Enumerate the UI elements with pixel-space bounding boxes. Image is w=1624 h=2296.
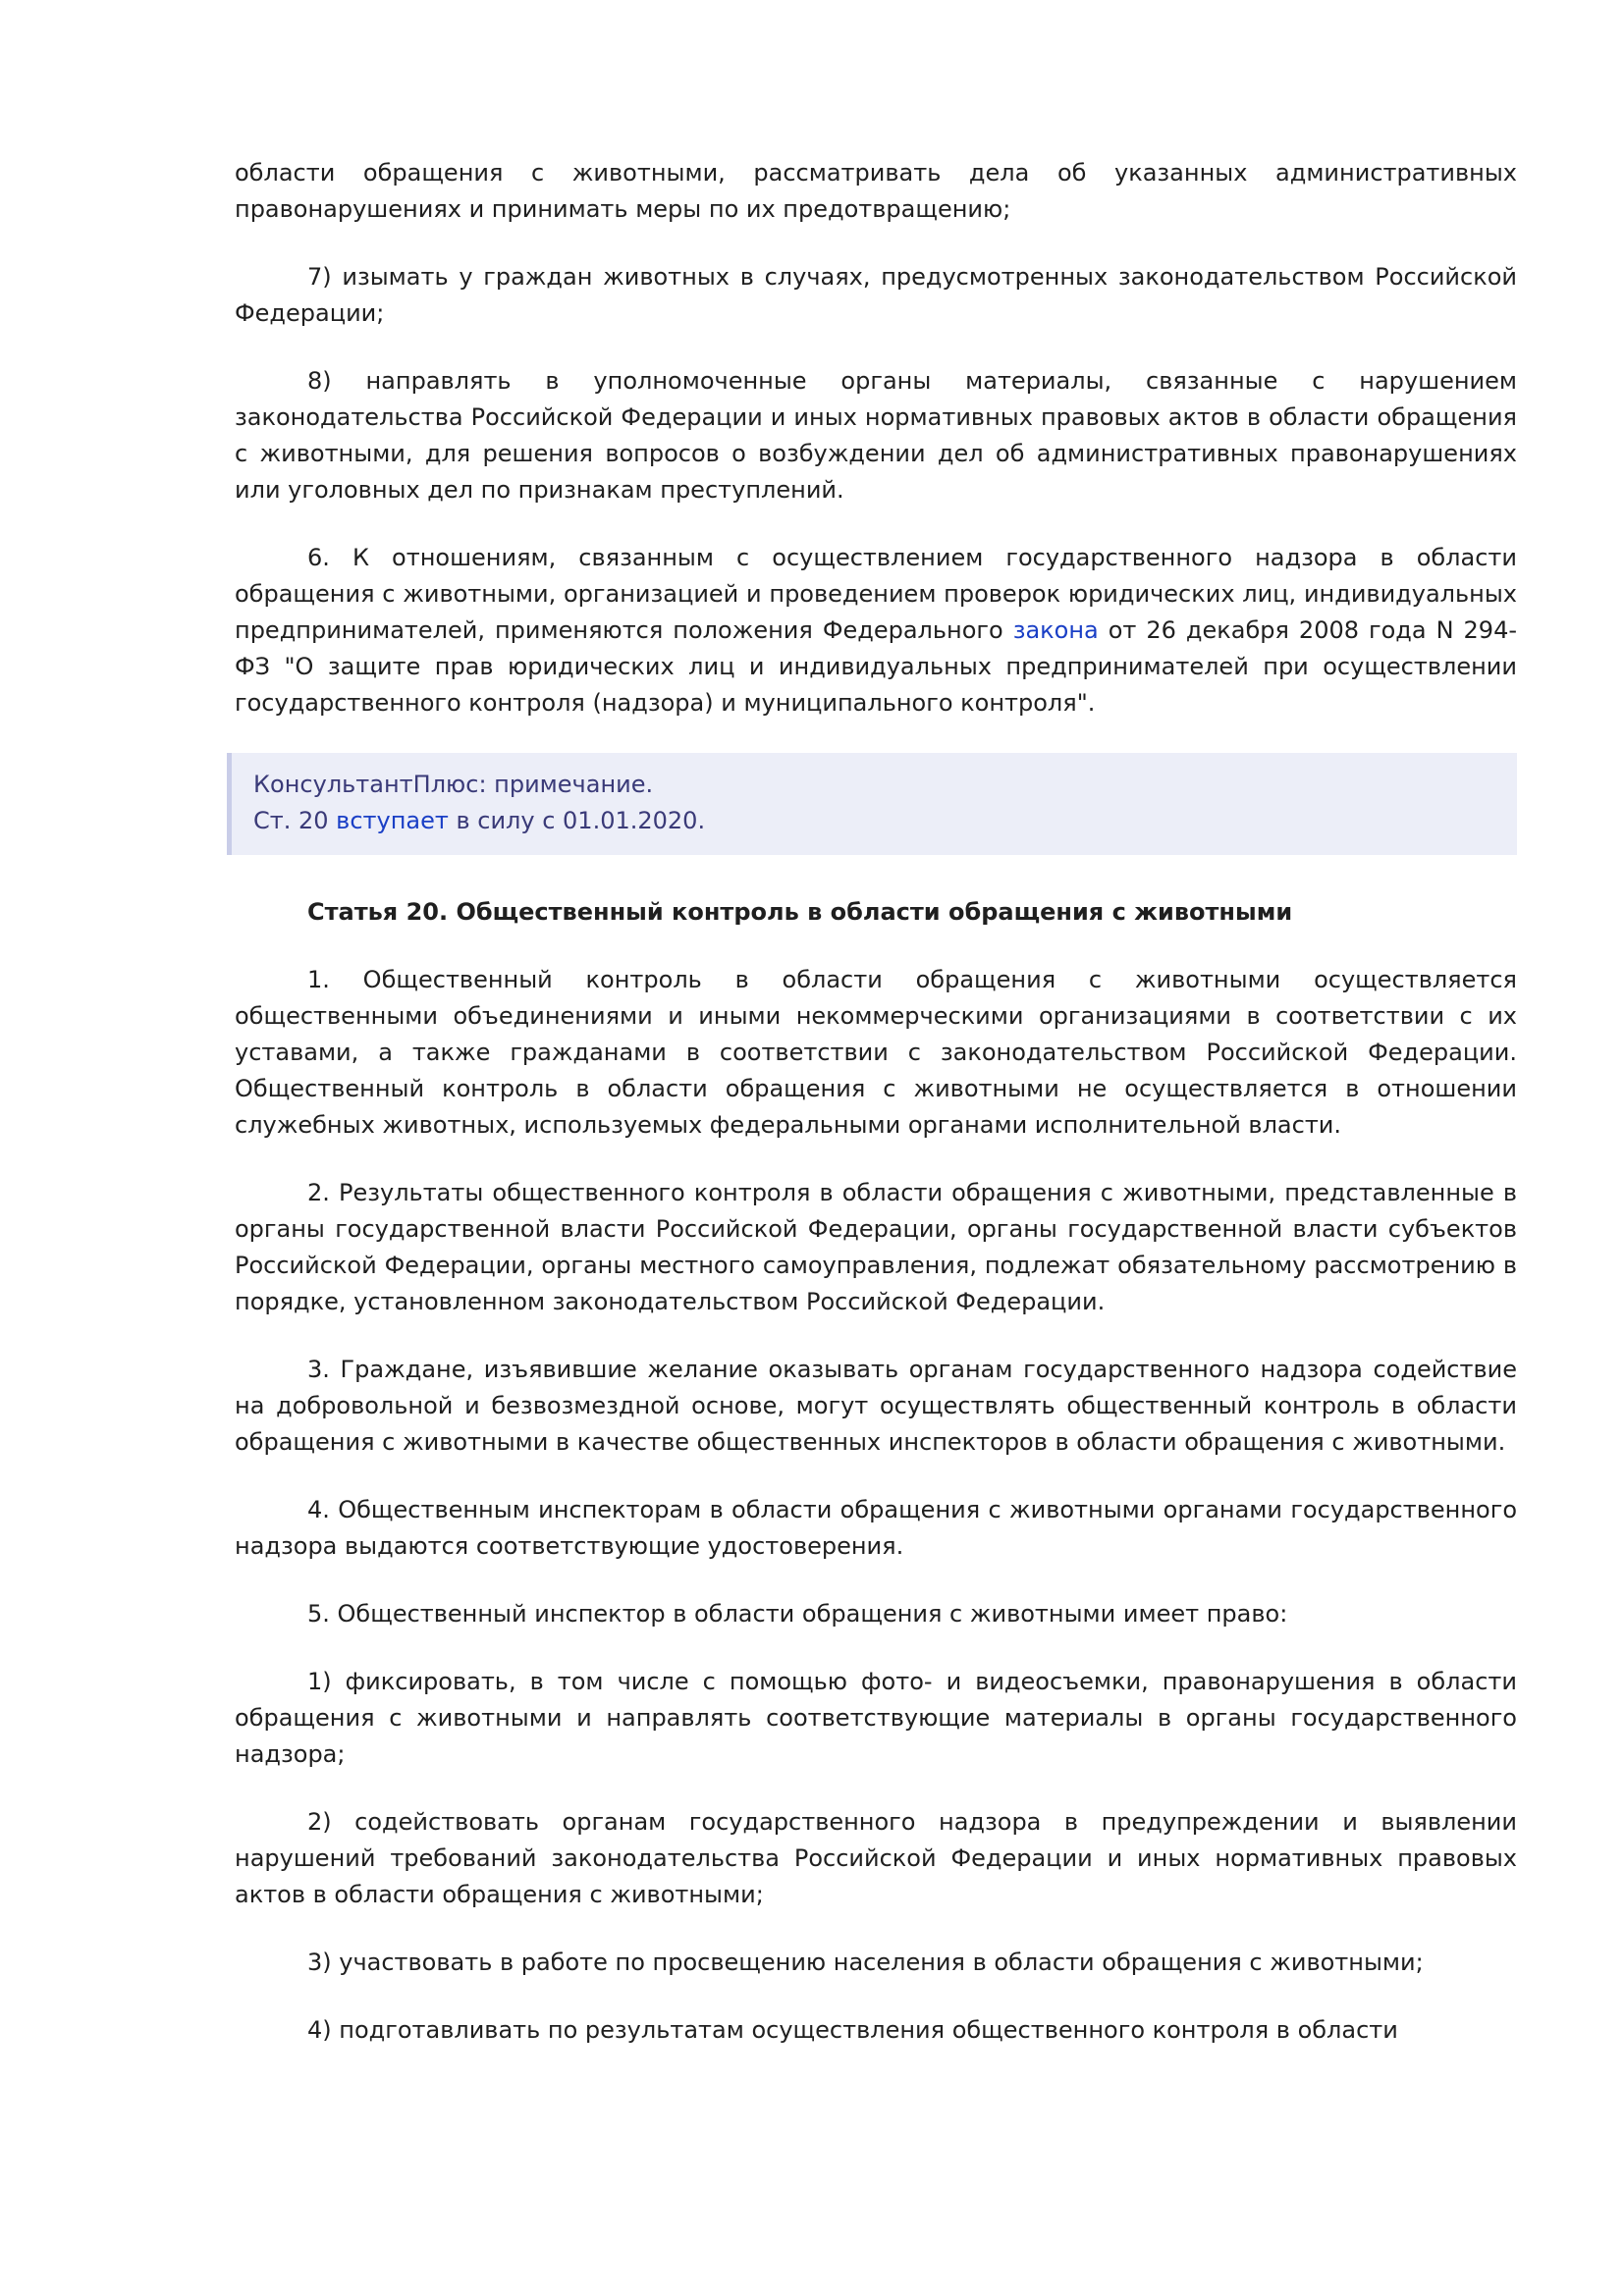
note-text-before: Ст. 20 [253,807,337,834]
article-paragraph-2: 2. Результаты общественного контроля в области обращения с животными, представленные в органы государственной власти Российской Федерации, органы государственной власти субъектов Российской Федерации, органы местного самоуправления, подлежат обязательному рассмотрению в порядке, установленном законодательством Российской Федерации. [235,1179,1517,1315]
article-subitem-4: 4) подготавливать по результатам осуществления общественного контроля в области [307,2016,1398,2044]
item6-text-after: от 26 декабря 2008 года N 294-ФЗ "О защите прав юридических лиц и индивидуальных предпринимателей при осуществлении государственного контроля (надзора) и муниципального контроля". [235,616,1518,717]
article-heading: Статья 20. Общественный контроль в области обращения с животными [307,898,1293,926]
consultant-note [227,753,1517,855]
law-link[interactable]: закона [1012,616,1099,644]
article-paragraph-4: 4. Общественным инспекторам в области обращения с животными органами государственного надзора выдаются соответствующие удостоверения. [235,1496,1517,1560]
item6-text-before: 6. К отношениям, связанным с осуществлением государственного надзора в области обращения с животными, организацией и проведением проверок юридических лиц, индивидуальных предпринимателей, применяются положения Федерального [235,544,1517,644]
paragraph-item-7: 7) изымать у граждан животных в случаях, предусмотренных законодательством Российской Федерации; [235,263,1517,327]
paragraph-item-6 [235,540,1517,721]
article-paragraph-5: 5. Общественный инспектор в области обращения с животными имеет право: [307,1600,1288,1628]
note-title: КонсультантПлюс: примечание. [253,771,654,798]
paragraph-continuation: области обращения с животными, рассматривать дела об указанных административных правонарушениях и принимать меры по их предотвращению; [235,159,1517,223]
article-subitem-1: 1) фиксировать, в том числе с помощью фото- и видеосъемки, правонарушения в области обращения с животными и направлять соответствующие материалы в органы государственного надзора; [235,1668,1517,1768]
paragraph-item-8: 8) направлять в уполномоченные органы материалы, связанные с нарушением законодательства Российской Федерации и иных нормативных правовых актов в области обращения с животными, для решения вопросов о возбуждении дел об административных правонарушениях или уголовных дел по признакам преступлений. [235,367,1517,504]
note-text-after: в силу с 01.01.2020. [448,807,706,834]
article-subitem-2: 2) содействовать органам государственного надзора в предупреждении и выявлении нарушений требований законодательства Российской Федерации и иных нормативных правовых актов в области обращения с животными; [235,1808,1517,1908]
article-paragraph-1: 1. Общественный контроль в области обращения с животными осуществляется общественными объединениями и иными некоммерческими организациями в соответствии с их уставами, а также гражданами в соответствии с законодательством Российской Федерации. Общественный контроль в области обращения с животными не осуществляется в отношении служебных животных, используемых федеральными органами исполнительной власти. [235,966,1517,1139]
article-subitem-3: 3) участвовать в работе по просвещению населения в области обращения с животными; [307,1949,1424,1976]
document-page [235,155,1517,2080]
article-paragraph-3: 3. Граждане, изъявившие желание оказывать органам государственного надзора содействие на добровольной и безвозмездной основе, могут осуществлять общественный контроль в области обращения с животными в качестве общественных инспекторов в области обращения с животными. [235,1356,1517,1456]
note-link[interactable]: вступает [336,807,449,834]
note-body [253,803,1495,839]
